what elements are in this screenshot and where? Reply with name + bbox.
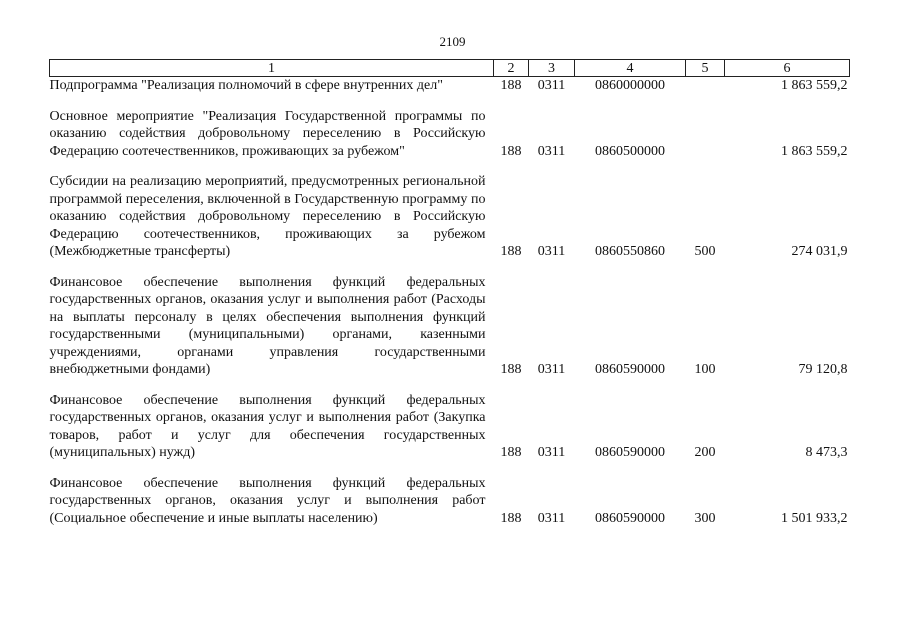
row-col-4: 0860000000 bbox=[595, 78, 665, 93]
row-col-2: 188 bbox=[500, 143, 522, 159]
table-row bbox=[50, 261, 850, 379]
row-col-3: 0311 bbox=[537, 78, 566, 93]
header-row bbox=[50, 60, 850, 77]
row-col-2: 188 bbox=[500, 244, 522, 259]
row-col-2: 188 bbox=[500, 362, 522, 377]
row-col-4: 0860590000 bbox=[595, 445, 665, 460]
header-col-4: 4 bbox=[575, 60, 686, 77]
row-col-4: 0860500000 bbox=[595, 143, 665, 159]
row-col-3: 0311 bbox=[537, 362, 566, 377]
table-row bbox=[50, 95, 850, 161]
table-row bbox=[50, 462, 850, 528]
row-amount: 79 120,8 bbox=[798, 362, 848, 377]
header-col-2: 2 bbox=[494, 60, 529, 77]
row-description: Подпрограмма "Реализация полномочий в сфере внутренних дел" bbox=[49, 78, 443, 93]
budget-table bbox=[49, 59, 850, 527]
row-col-5: 200 bbox=[694, 445, 716, 460]
row-col-5 bbox=[686, 77, 725, 95]
row-amount: 8 473,3 bbox=[805, 445, 848, 460]
row-col-5 bbox=[686, 95, 725, 161]
table-body bbox=[50, 77, 850, 528]
row-description: Субсидии на реализацию мероприятий, предусмотренных региональной программой переселения, включенной в Государственную программу по оказанию содействия добровольному переселению в Российскую Федерацию соотечественников, проживающих за рубежом (Межбюджетные трансферты) bbox=[49, 174, 486, 259]
row-col-3: 0311 bbox=[537, 143, 566, 159]
row-amount: 1 863 559,2 bbox=[781, 143, 848, 159]
row-col-5: 300 bbox=[694, 510, 716, 526]
row-col-3: 0311 bbox=[537, 244, 566, 259]
row-description: Финансовое обеспечение выполнения функций федеральных государственных органов, оказания услуг и выполнения работ (Социальное обеспечение и иные выплаты населению) bbox=[49, 475, 486, 526]
table-row bbox=[50, 379, 850, 462]
row-col-5: 100 bbox=[694, 362, 716, 377]
table-row bbox=[50, 160, 850, 261]
row-col-3: 0311 bbox=[537, 445, 566, 460]
page-number: 2109 bbox=[439, 34, 466, 49]
row-description: Финансовое обеспечение выполнения функций федеральных государственных органов, оказания услуг и выполнения работ (Расходы на выплаты персоналу в целях обеспечения выполнения функций государственными (муниципальными) органами, казенными учреждениями, органами управления государственными внебюджетными фондами) bbox=[49, 274, 486, 377]
row-amount: 1 501 933,2 bbox=[781, 510, 848, 526]
row-col-5: 500 bbox=[694, 244, 716, 259]
row-col-2: 188 bbox=[500, 510, 522, 526]
header-col-3: 3 bbox=[529, 60, 575, 77]
row-col-2: 188 bbox=[500, 445, 522, 460]
header-col-5: 5 bbox=[686, 60, 725, 77]
row-amount: 274 031,9 bbox=[791, 244, 848, 259]
row-col-4: 0860550860 bbox=[595, 244, 665, 259]
row-col-3: 0311 bbox=[537, 510, 566, 526]
row-col-2: 188 bbox=[500, 78, 522, 93]
row-amount: 1 863 559,2 bbox=[781, 78, 848, 93]
header-col-6: 6 bbox=[725, 60, 850, 77]
table-row bbox=[50, 77, 850, 95]
table-header bbox=[50, 60, 850, 77]
row-col-4: 0860590000 bbox=[595, 510, 665, 526]
row-description: Финансовое обеспечение выполнения функций федеральных государственных органов, оказания услуг и выполнения работ (Закупка товаров, работ и услуг для обеспечения государственных (муниципальных) нужд) bbox=[49, 392, 486, 460]
row-col-4: 0860590000 bbox=[595, 362, 665, 377]
header-col-1: 1 bbox=[50, 60, 494, 77]
row-description: Основное мероприятие "Реализация Государственной программы по оказанию содействия добровольному переселению в Российскую Федерацию соотечественников, проживающих за рубежом" bbox=[49, 108, 486, 159]
